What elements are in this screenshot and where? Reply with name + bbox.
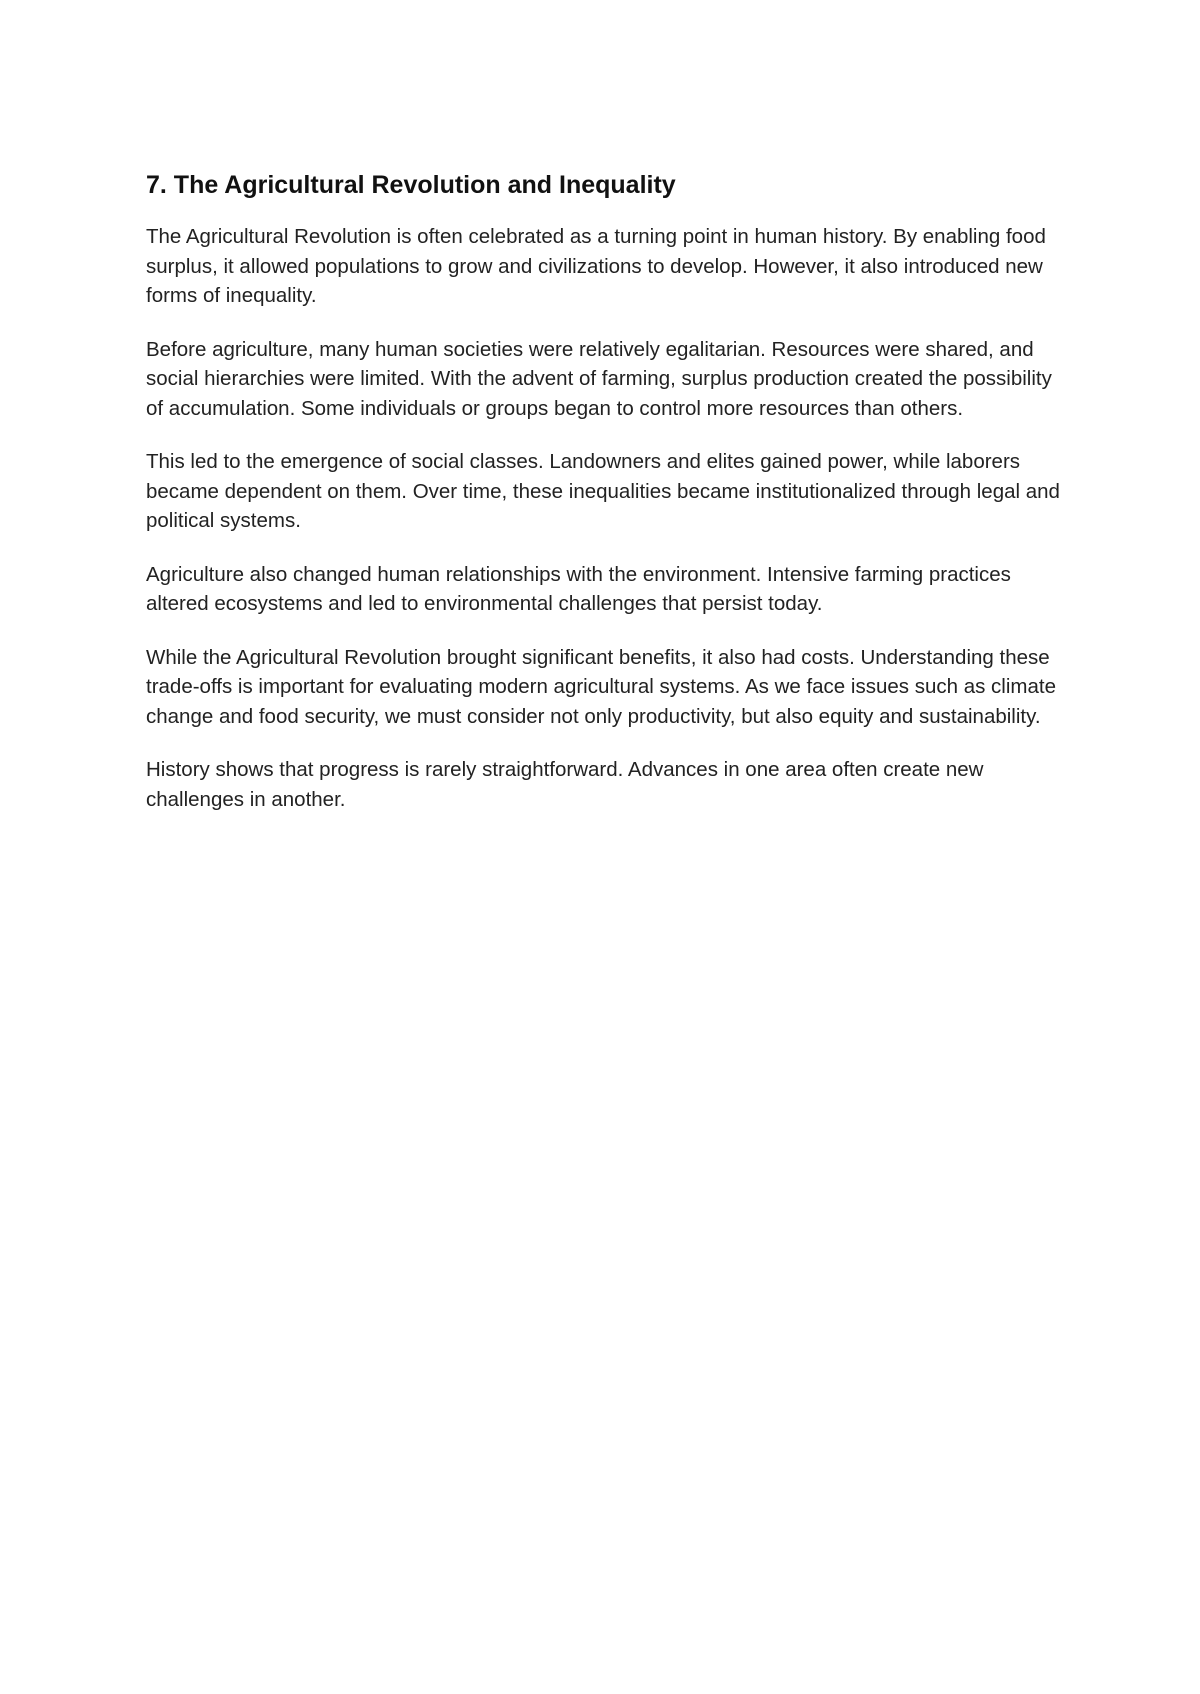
paragraph-4: Agriculture also changed human relationships with the environment. Intensive farming practices altered ecosystems and led to environmental challenges that persist today. — [146, 562, 1011, 615]
paragraph-3: This led to the emergence of social classes. Landowners and elites gained power, while laborers became dependent on them. Over time, these inequalities became institutionalized through legal and political systems. — [146, 450, 1060, 532]
paragraph-5: While the Agricultural Revolution brought significant benefits, it also had costs. Understanding these trade-offs is important for evaluating modern agricultural systems. As we face issues such as climate change and food security, we must consider not only productivity, but also equity and sustainability. — [146, 645, 1056, 728]
paragraph-1: The Agricultural Revolution is often celebrated as a turning point in human history. By enabling food surplus, it allowed populations to grow and civilizations to develop. However, it also introduced new forms of inequality. — [146, 225, 1046, 307]
paragraph-6: History shows that progress is rarely straightforward. Advances in one area often create new challenges in another. — [146, 758, 984, 811]
paragraph-2: Before agriculture, many human societies were relatively egalitarian. Resources were shared, and social hierarchies were limited. With the advent of farming, surplus production created the possibility of accumulation. Some individuals or groups began to control more resources than others. — [146, 337, 1052, 420]
section-heading: 7. The Agricultural Revolution and Inequality — [146, 171, 676, 199]
document-body — [146, 168, 1064, 838]
